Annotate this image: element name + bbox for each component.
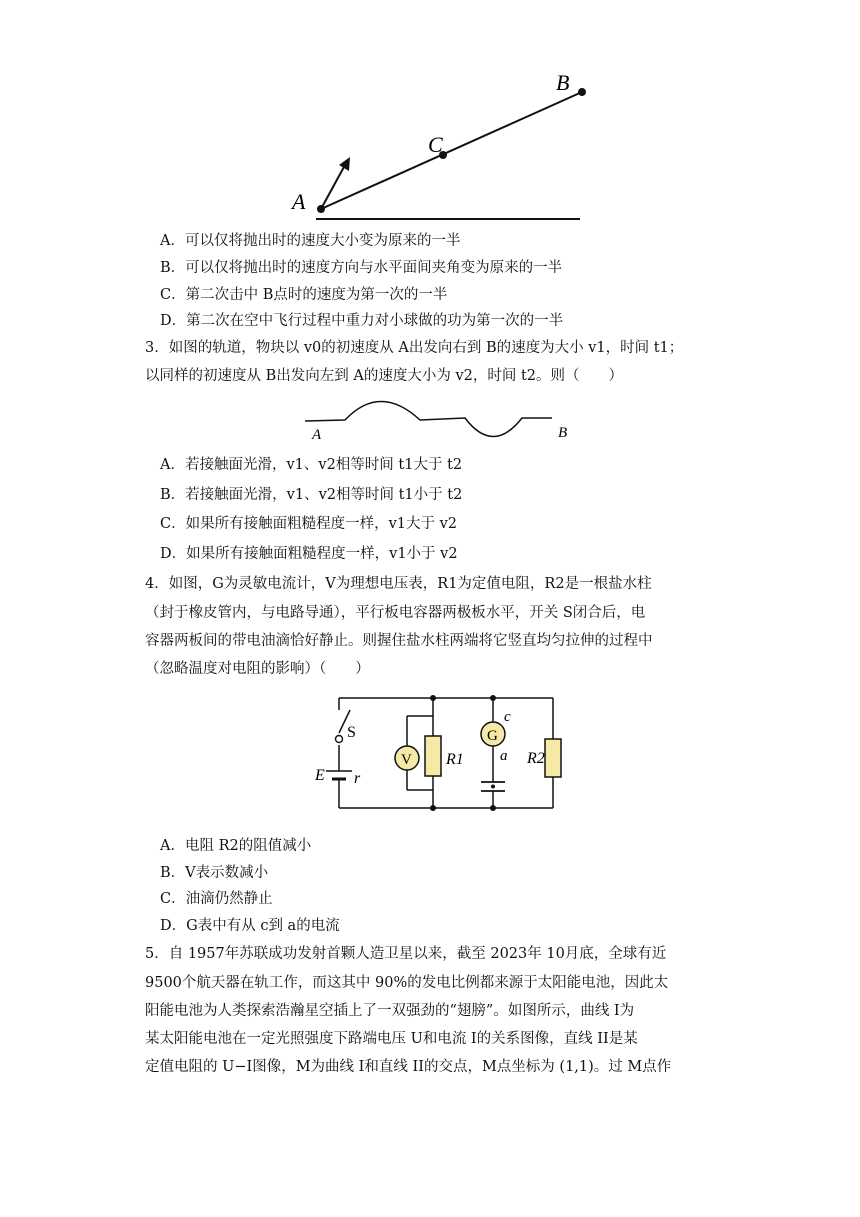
- q4-option-a: A．电阻 R2的阻值减小: [160, 838, 312, 854]
- point-a: [317, 205, 325, 213]
- q5-line-4: 某太阳能电池在一定光照强度下路端电压 U和电流 I的关系图像，直线 II是某: [145, 1031, 638, 1047]
- q3-option-c: C．如果所有接触面粗糙程度一样，v1大于 v2: [160, 516, 458, 532]
- q4-option-d: D．G表中有从 c到 a的电流: [160, 918, 340, 934]
- arrow-head: [339, 157, 350, 171]
- q2-option-b: B．可以仅将抛出时的速度方向与水平面间夹角变为原来的一半: [160, 260, 563, 276]
- incline-line: [321, 92, 582, 209]
- switch-contact: [336, 736, 343, 743]
- label-g: G: [487, 728, 498, 744]
- label-e: E: [315, 767, 325, 784]
- point-b: [578, 88, 586, 96]
- resistor-r2: [545, 739, 561, 777]
- velocity-arrow: [321, 165, 345, 209]
- track-path: [305, 402, 552, 437]
- label-r2: R2: [527, 750, 545, 767]
- label-s: S: [347, 724, 356, 741]
- q2-option-a: A．可以仅将抛出时的速度大小变为原来的一半: [160, 233, 461, 249]
- label-c: C: [428, 132, 443, 157]
- label-r: r: [354, 770, 361, 787]
- q5-line-2: 9500个航天器在轨工作，而这其中 90%的发电比例都来源于太阳能电池，因此太: [145, 975, 669, 991]
- q3-stem-2: 以同样的初速度从 B出发向左到 A的速度大小为 v2，时间 t2。则（ ）: [145, 368, 624, 384]
- q5-line-3: 阳能电池为人类探索浩瀚星空插上了一双强劲的“翅膀”。如图所示，曲线 I为: [145, 1003, 635, 1019]
- q4-option-c: C．油滴仍然静止: [160, 891, 273, 907]
- q3-option-a: A．若接触面光滑，v1、v2相等时间 t1大于 t2: [160, 457, 463, 473]
- label-r1: R1: [446, 751, 464, 768]
- circuit-figure: [0, 690, 860, 830]
- q3-option-b: B．若接触面光滑，v1、v2相等时间 t1小于 t2: [160, 487, 463, 503]
- q4-stem-1: 4．如图，G为灵敏电流计，V为理想电压表，R1为定值电阻，R2是一根盐水柱: [145, 576, 652, 592]
- q4-stem-2: （封于橡皮管内，与电路导通），平行板电容器两极板水平，开关 S闭合后，电: [145, 605, 646, 621]
- track-figure: [0, 395, 860, 455]
- q4-option-b: B．V表示数减小: [160, 865, 269, 881]
- q4-stem-4: （忽略温度对电阻的影响）（ ）: [145, 661, 370, 677]
- incline-figure: [0, 0, 860, 230]
- resistor-r1: [425, 736, 441, 776]
- q4-stem-3: 容器两板间的带电油滴恰好静止。则握住盐水柱两端将它竖直均匀拉伸的过程中: [145, 633, 653, 649]
- label-a: A: [292, 189, 306, 214]
- q3-option-d: D．如果所有接触面粗糙程度一样，v1小于 v2: [160, 546, 458, 562]
- track-label-b: B: [558, 425, 568, 441]
- label-c: c: [504, 709, 511, 725]
- label-v: V: [401, 752, 412, 768]
- oil-drop: [491, 785, 495, 789]
- q2-option-c: C．第二次击中 B点时的速度为第一次的一半: [160, 287, 448, 303]
- q5-line-5: 定值电阻的 U−I图像，M为曲线 I和直线 II的交点，M点坐标为 (1,1)。过 M点作: [145, 1059, 672, 1075]
- label-a: a: [500, 748, 508, 764]
- q3-stem-1: 3．如图的轨道，物块以 v0的初速度从 A出发向右到 B的速度为大小 v1，时间 t1；: [145, 340, 684, 356]
- q2-option-d: D．第二次在空中飞行过程中重力对小球做的功为第一次的一半: [160, 313, 564, 329]
- track-label-a: A: [312, 427, 322, 443]
- label-b: B: [556, 70, 570, 95]
- q5-line-1: 5．自 1957年苏联成功发射首颗人造卫星以来，截至 2023年 10月底，全球有近: [145, 946, 667, 962]
